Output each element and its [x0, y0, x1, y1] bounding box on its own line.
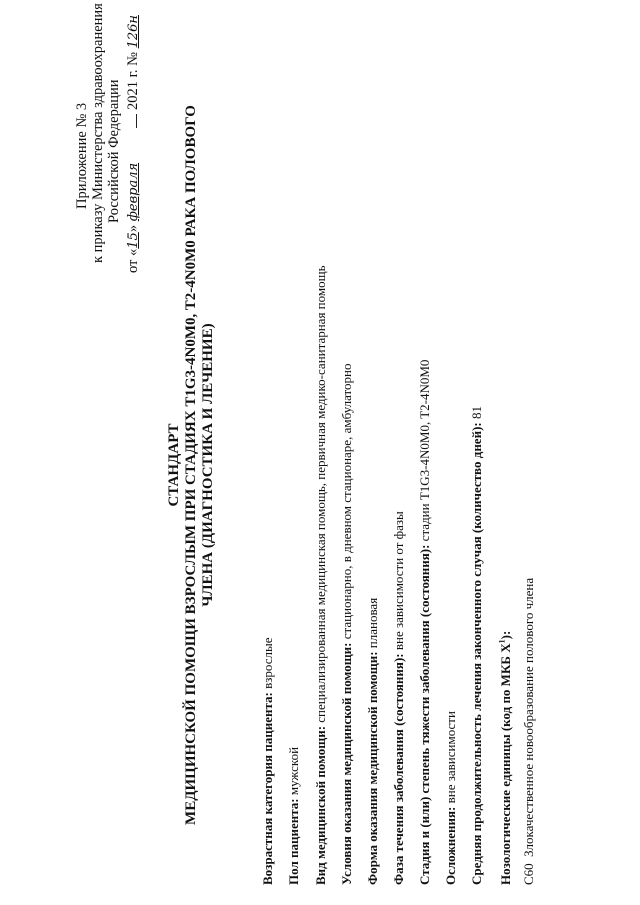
signature-month: февраля	[126, 162, 141, 222]
annex-federation: Российской Федерации	[106, 79, 122, 223]
date-prefix: от «	[125, 248, 141, 273]
field-complications: Осложнения: вне зависимости	[443, 711, 458, 885]
signature-number: 126н	[126, 15, 141, 49]
field-care-form: Форма оказания медицинской помощи: плановая	[365, 597, 380, 885]
annex-order-line: к приказу Министерства здравоохранения	[90, 3, 106, 263]
field-nosology: Нозологические единицы (код по МКБ $X^1$):	[498, 630, 514, 885]
signature-day: 15	[126, 232, 141, 249]
standard-heading: СТАНДАРТ	[166, 423, 182, 507]
annex-number: Приложение № 3	[74, 102, 90, 209]
field-age-category: Возрастная категория пациента: взрослые	[260, 637, 275, 885]
date-blank	[124, 114, 137, 128]
field-care-type: Вид медицинской помощи: специализированная медицинская помощь, первичная медико-санитарная помощь	[313, 265, 328, 885]
field-avg-duration: Средняя продолжительность лечения законченного случая (количество дней): 81	[469, 406, 484, 885]
diagnosis-code: C60	[521, 863, 536, 885]
standard-title-line2: ЧЛЕНА (ДИАГНОСТИКА И ЛЕЧЕНИЕ)	[200, 323, 216, 607]
annex-date-line	[124, 15, 142, 273]
field-disease-stage: Стадия и (или) степень тяжести заболевания (состояния): стадии T1G3-4N0M0, T2-4N0M0	[417, 359, 432, 885]
standard-title-line1: МЕДИЦИНСКОЙ ПОМОЩИ ВЗРОСЛЫМ ПРИ СТАДИЯХ T1G3-4N0M0, T2-4N0M0 РАКА ПОЛОВОГО	[183, 105, 199, 825]
field-care-conditions: Условия оказания медицинской помощи: стационарно, в дневном стационаре, амбулаторно	[339, 363, 354, 885]
rotated-sheet	[40, 3, 600, 885]
quote-close: »	[125, 224, 141, 233]
diagnosis-line	[521, 578, 536, 885]
diagnosis-text: Злокачественное новообразование полового члена	[521, 577, 536, 857]
year-text: 2021 г. №	[125, 52, 141, 111]
field-sex: Пол пациента: мужской	[286, 746, 301, 885]
field-disease-phase: Фаза течения заболевания (состояния): вне зависимости от фазы	[391, 511, 406, 885]
